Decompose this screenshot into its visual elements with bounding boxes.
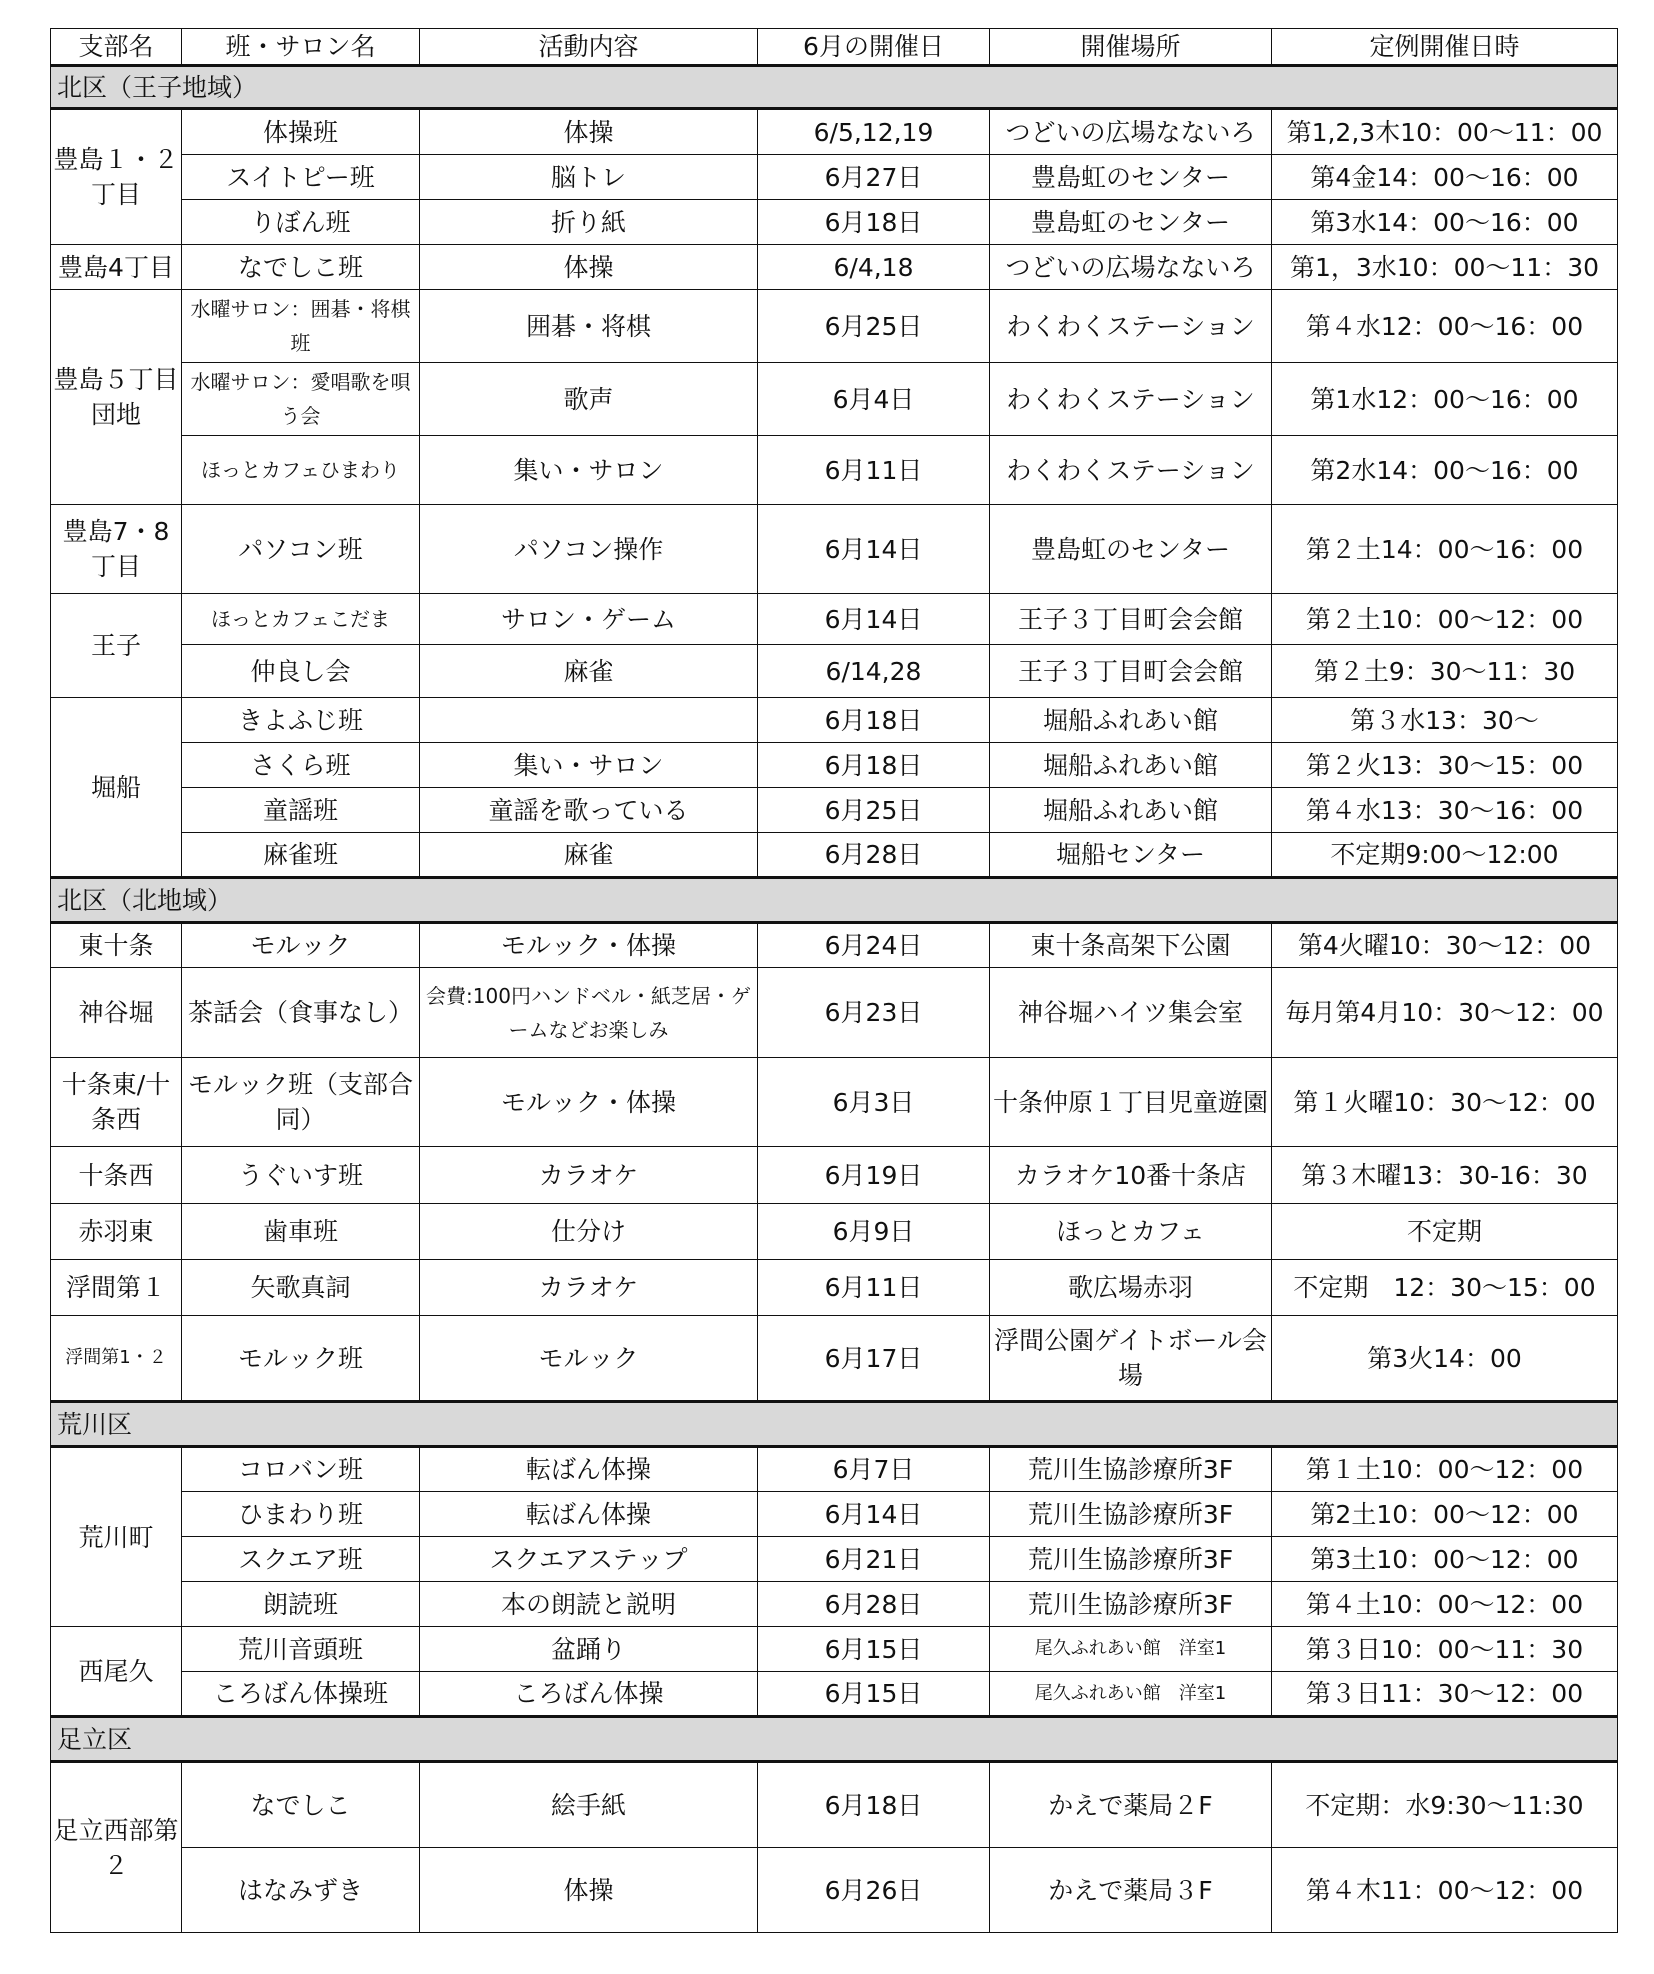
header-row xyxy=(51,29,1618,66)
regular-cell: 不定期 xyxy=(1272,1204,1618,1260)
place-cell: わくわくステーション xyxy=(990,436,1272,505)
branch-cell: 浮間第１ xyxy=(51,1260,182,1316)
date-cell: 6月25日 xyxy=(758,290,990,363)
regular-cell: 第４水12：00～16：00 xyxy=(1272,290,1618,363)
activity-cell: 麻雀 xyxy=(420,645,758,698)
table-row xyxy=(51,1260,1618,1316)
place-cell: つどいの広場なないろ xyxy=(990,109,1272,155)
header-branch: 支部名 xyxy=(51,29,182,66)
date-cell: 6月15日 xyxy=(758,1627,990,1672)
regular-cell: 第２土14：00～16：00 xyxy=(1272,505,1618,594)
table-row xyxy=(51,1204,1618,1260)
header-regular-schedule: 定例開催日時 xyxy=(1272,29,1618,66)
regular-cell: 第３水13：30～ xyxy=(1272,698,1618,743)
schedule-table xyxy=(50,28,1618,1933)
header-place: 開催場所 xyxy=(990,29,1272,66)
table-row xyxy=(51,923,1618,968)
place-cell: 王子３丁目町会会館 xyxy=(990,594,1272,645)
section-title: 北区（北地域） xyxy=(51,878,1618,923)
date-cell: 6月11日 xyxy=(758,436,990,505)
group-name-cell: ころばん体操班 xyxy=(182,1672,420,1717)
activity-cell: カラオケ xyxy=(420,1147,758,1204)
section-title: 荒川区 xyxy=(51,1402,1618,1447)
place-cell: 荒川生協診療所3F xyxy=(990,1537,1272,1582)
regular-cell: 第4火曜10：30～12：00 xyxy=(1272,923,1618,968)
group-name-cell: 仲良し会 xyxy=(182,645,420,698)
table-row xyxy=(51,1537,1618,1582)
regular-cell: 第4金14：00～16：00 xyxy=(1272,155,1618,200)
activity-cell: 体操 xyxy=(420,1848,758,1933)
table-row xyxy=(51,1147,1618,1204)
regular-cell: 第3火14：00 xyxy=(1272,1316,1618,1402)
header-june-date: 6月の開催日 xyxy=(758,29,990,66)
date-cell: 6月7日 xyxy=(758,1447,990,1492)
activity-cell: 童謡を歌っている xyxy=(420,788,758,833)
date-cell: 6月18日 xyxy=(758,200,990,245)
regular-cell: 第４木11：00～12：00 xyxy=(1272,1848,1618,1933)
place-cell: 尾久ふれあい館 洋室1 xyxy=(990,1672,1272,1717)
regular-cell: 第2土10：00～12：00 xyxy=(1272,1492,1618,1537)
activity-cell: 集い・サロン xyxy=(420,743,758,788)
activity-cell: モルック・体操 xyxy=(420,923,758,968)
activity-cell: スクエアステップ xyxy=(420,1537,758,1582)
group-name-cell: モルック班 xyxy=(182,1316,420,1402)
table-row xyxy=(51,1672,1618,1717)
activity-cell: 集い・サロン xyxy=(420,436,758,505)
regular-cell: 第２土10：00～12：00 xyxy=(1272,594,1618,645)
date-cell: 6月14日 xyxy=(758,594,990,645)
place-cell: わくわくステーション xyxy=(990,290,1272,363)
branch-cell: 豊島4丁目 xyxy=(51,245,182,290)
branch-cell: 王子 xyxy=(51,594,182,698)
regular-cell: 第３日10：00～11：30 xyxy=(1272,1627,1618,1672)
activity-cell: 麻雀 xyxy=(420,833,758,878)
group-name-cell: 水曜サロン：愛唱歌を唄う会 xyxy=(182,363,420,436)
place-cell: 神谷堀ハイツ集会室 xyxy=(990,968,1272,1058)
group-name-cell: 荒川音頭班 xyxy=(182,1627,420,1672)
date-cell: 6月3日 xyxy=(758,1058,990,1147)
place-cell: 東十条高架下公園 xyxy=(990,923,1272,968)
place-cell: 堀船ふれあい館 xyxy=(990,788,1272,833)
table-row xyxy=(51,290,1618,363)
date-cell: 6月25日 xyxy=(758,788,990,833)
place-cell: つどいの広場なないろ xyxy=(990,245,1272,290)
group-name-cell: モルック班（支部合同） xyxy=(182,1058,420,1147)
place-cell: 豊島虹のセンター xyxy=(990,505,1272,594)
table-row xyxy=(51,788,1618,833)
table-row xyxy=(51,109,1618,155)
group-name-cell: はなみずき xyxy=(182,1848,420,1933)
date-cell: 6月11日 xyxy=(758,1260,990,1316)
branch-cell: 神谷堀 xyxy=(51,968,182,1058)
activity-cell: 絵手紙 xyxy=(420,1762,758,1848)
section-title: 足立区 xyxy=(51,1717,1618,1762)
regular-cell: 第1，3水10：00～11：30 xyxy=(1272,245,1618,290)
place-cell: カラオケ10番十条店 xyxy=(990,1147,1272,1204)
group-name-cell: りぼん班 xyxy=(182,200,420,245)
group-name-cell: 歯車班 xyxy=(182,1204,420,1260)
group-name-cell: 童謡班 xyxy=(182,788,420,833)
place-cell: 浮間公園ゲイトボール会場 xyxy=(990,1316,1272,1402)
group-name-cell: 麻雀班 xyxy=(182,833,420,878)
place-cell: 王子３丁目町会会館 xyxy=(990,645,1272,698)
activity-cell: ころばん体操 xyxy=(420,1672,758,1717)
section-header xyxy=(51,1402,1618,1447)
table-row xyxy=(51,363,1618,436)
place-cell: 豊島虹のセンター xyxy=(990,200,1272,245)
regular-cell: 不定期 12：30～15：00 xyxy=(1272,1260,1618,1316)
date-cell: 6月23日 xyxy=(758,968,990,1058)
section-header xyxy=(51,66,1618,109)
activity-cell: 盆踊り xyxy=(420,1627,758,1672)
branch-cell: 豊島7・8丁目 xyxy=(51,505,182,594)
place-cell: 荒川生協診療所3F xyxy=(990,1582,1272,1627)
activity-cell: 体操 xyxy=(420,109,758,155)
table-row xyxy=(51,1492,1618,1537)
date-cell: 6/14,28 xyxy=(758,645,990,698)
activity-cell: 仕分け xyxy=(420,1204,758,1260)
group-name-cell: モルック xyxy=(182,923,420,968)
regular-cell: 不定期9:00～12:00 xyxy=(1272,833,1618,878)
branch-cell: 赤羽東 xyxy=(51,1204,182,1260)
place-cell: 荒川生協診療所3F xyxy=(990,1447,1272,1492)
branch-cell: 十条西 xyxy=(51,1147,182,1204)
group-name-cell: スイトピー班 xyxy=(182,155,420,200)
group-name-cell: 体操班 xyxy=(182,109,420,155)
table-row xyxy=(51,645,1618,698)
table-row xyxy=(51,1316,1618,1402)
place-cell: 豊島虹のセンター xyxy=(990,155,1272,200)
date-cell: 6月26日 xyxy=(758,1848,990,1933)
regular-cell: 第４水13：30～16：00 xyxy=(1272,788,1618,833)
branch-cell: 東十条 xyxy=(51,923,182,968)
regular-cell: 第３木曜13：30-16：30 xyxy=(1272,1147,1618,1204)
date-cell: 6月24日 xyxy=(758,923,990,968)
date-cell: 6月14日 xyxy=(758,505,990,594)
group-name-cell: 朗読班 xyxy=(182,1582,420,1627)
activity-cell: モルック・体操 xyxy=(420,1058,758,1147)
table-row xyxy=(51,1627,1618,1672)
branch-cell: 荒川町 xyxy=(51,1447,182,1627)
table-row xyxy=(51,1848,1618,1933)
regular-cell: 毎月第4月10：30～12：00 xyxy=(1272,968,1618,1058)
date-cell: 6月9日 xyxy=(758,1204,990,1260)
place-cell: 尾久ふれあい館 洋室1 xyxy=(990,1627,1272,1672)
group-name-cell: スクエア班 xyxy=(182,1537,420,1582)
activity-cell: パソコン操作 xyxy=(420,505,758,594)
activity-cell: カラオケ xyxy=(420,1260,758,1316)
place-cell: かえで薬局３F xyxy=(990,1848,1272,1933)
table-row xyxy=(51,1582,1618,1627)
date-cell: 6月27日 xyxy=(758,155,990,200)
place-cell: 堀船ふれあい館 xyxy=(990,698,1272,743)
regular-cell: 第１火曜10：30～12：00 xyxy=(1272,1058,1618,1147)
table-row xyxy=(51,833,1618,878)
regular-cell: 第１土10：00～12：00 xyxy=(1272,1447,1618,1492)
group-name-cell: なでしこ班 xyxy=(182,245,420,290)
header-activity: 活動内容 xyxy=(420,29,758,66)
section-title: 北区（王子地域） xyxy=(51,66,1618,109)
date-cell: 6月17日 xyxy=(758,1316,990,1402)
regular-cell: 第3土10：00～12：00 xyxy=(1272,1537,1618,1582)
table-row xyxy=(51,200,1618,245)
section-header xyxy=(51,878,1618,923)
branch-cell: 足立西部第２ xyxy=(51,1762,182,1933)
group-name-cell: 矢歌真詞 xyxy=(182,1260,420,1316)
place-cell: 堀船センター xyxy=(990,833,1272,878)
place-cell: かえで薬局２F xyxy=(990,1762,1272,1848)
date-cell: 6月28日 xyxy=(758,833,990,878)
group-name-cell: コロバン班 xyxy=(182,1447,420,1492)
table-row xyxy=(51,1058,1618,1147)
activity-cell: 囲碁・将棋 xyxy=(420,290,758,363)
place-cell: 堀船ふれあい館 xyxy=(990,743,1272,788)
branch-cell: 十条東/十条西 xyxy=(51,1058,182,1147)
activity-cell: 転ばん体操 xyxy=(420,1492,758,1537)
place-cell: 荒川生協診療所3F xyxy=(990,1492,1272,1537)
branch-cell: 豊島１・２丁目 xyxy=(51,109,182,245)
date-cell: 6月18日 xyxy=(758,743,990,788)
regular-cell: 第1,2,3木10：00～11：00 xyxy=(1272,109,1618,155)
regular-cell: 不定期：水9:30～11:30 xyxy=(1272,1762,1618,1848)
activity-cell: 会費:100円ハンドベル・紙芝居・ゲームなどお楽しみ xyxy=(420,968,758,1058)
activity-cell: 転ばん体操 xyxy=(420,1447,758,1492)
table-row xyxy=(51,505,1618,594)
group-name-cell: ほっとカフェひまわり xyxy=(182,436,420,505)
header-group-name: 班・サロン名 xyxy=(182,29,420,66)
table-row xyxy=(51,1447,1618,1492)
branch-cell: 浮間第1・２ xyxy=(51,1316,182,1402)
table-row xyxy=(51,1762,1618,1848)
date-cell: 6月28日 xyxy=(758,1582,990,1627)
place-cell: 十条仲原１丁目児童遊園 xyxy=(990,1058,1272,1147)
branch-cell: 堀船 xyxy=(51,698,182,878)
table-row xyxy=(51,436,1618,505)
activity-cell: 折り紙 xyxy=(420,200,758,245)
date-cell: 6月18日 xyxy=(758,1762,990,1848)
table-row xyxy=(51,968,1618,1058)
regular-cell: 第3水14：00～16：00 xyxy=(1272,200,1618,245)
date-cell: 6月15日 xyxy=(758,1672,990,1717)
group-name-cell: ひまわり班 xyxy=(182,1492,420,1537)
group-name-cell: さくら班 xyxy=(182,743,420,788)
date-cell: 6月4日 xyxy=(758,363,990,436)
group-name-cell: うぐいす班 xyxy=(182,1147,420,1204)
branch-cell: 西尾久 xyxy=(51,1627,182,1717)
regular-cell: 第４土10：00～12：00 xyxy=(1272,1582,1618,1627)
branch-cell: 豊島５丁目団地 xyxy=(51,290,182,505)
group-name-cell: ほっとカフェこだま xyxy=(182,594,420,645)
activity-cell: 本の朗読と説明 xyxy=(420,1582,758,1627)
group-name-cell: 茶話会（食事なし） xyxy=(182,968,420,1058)
regular-cell: 第２土9：30～11：30 xyxy=(1272,645,1618,698)
regular-cell: 第２火13：30～15：00 xyxy=(1272,743,1618,788)
place-cell: ほっとカフェ xyxy=(990,1204,1272,1260)
regular-cell: 第３日11：30～12：00 xyxy=(1272,1672,1618,1717)
table-row xyxy=(51,245,1618,290)
activity-cell xyxy=(420,698,758,743)
date-cell: 6/4,18 xyxy=(758,245,990,290)
table-row xyxy=(51,155,1618,200)
group-name-cell: 水曜サロン：囲碁・将棋班 xyxy=(182,290,420,363)
activity-cell: 体操 xyxy=(420,245,758,290)
table-row xyxy=(51,743,1618,788)
section-header xyxy=(51,1717,1618,1762)
activity-cell: サロン・ゲーム xyxy=(420,594,758,645)
group-name-cell: なでしこ xyxy=(182,1762,420,1848)
date-cell: 6月18日 xyxy=(758,698,990,743)
table-row xyxy=(51,594,1618,645)
date-cell: 6月21日 xyxy=(758,1537,990,1582)
regular-cell: 第1水12：00～16：00 xyxy=(1272,363,1618,436)
regular-cell: 第2水14：00～16：00 xyxy=(1272,436,1618,505)
date-cell: 6月14日 xyxy=(758,1492,990,1537)
date-cell: 6/5,12,19 xyxy=(758,109,990,155)
activity-cell: 脳トレ xyxy=(420,155,758,200)
place-cell: 歌広場赤羽 xyxy=(990,1260,1272,1316)
activity-cell: モルック xyxy=(420,1316,758,1402)
table-row xyxy=(51,698,1618,743)
date-cell: 6月19日 xyxy=(758,1147,990,1204)
activity-cell: 歌声 xyxy=(420,363,758,436)
place-cell: わくわくステーション xyxy=(990,363,1272,436)
group-name-cell: パソコン班 xyxy=(182,505,420,594)
group-name-cell: きよふじ班 xyxy=(182,698,420,743)
